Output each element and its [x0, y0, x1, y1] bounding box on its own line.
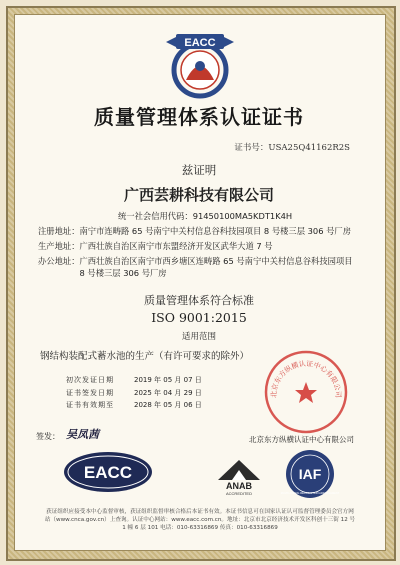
- certify-heading: 兹证明: [181, 163, 217, 177]
- signature: 吴凤茜: [66, 428, 99, 441]
- field-production-address: [38, 241, 358, 253]
- date-value: 2019 年 05 月 07 日: [134, 376, 202, 384]
- anab-logo-sub: ACCREDITED: [225, 491, 253, 496]
- date-issued: [66, 387, 246, 400]
- field-label: 注册地址：: [38, 226, 80, 236]
- issuer-name: 北京东方纵横认证中心有限公司: [249, 435, 354, 444]
- field-registered-address: [38, 226, 358, 238]
- field-value: 91450100MA5KDT1K4H: [192, 211, 293, 221]
- eacc-logo-text: EACC: [83, 463, 133, 482]
- certificate-title: 质量管理体系认证证书: [94, 105, 304, 129]
- company-name: 广西芸耕科技有限公司: [123, 186, 274, 204]
- eacc-logo-icon: [62, 450, 154, 494]
- official-seal-icon: [262, 348, 350, 436]
- standard-code: ISO 9001:2015: [151, 310, 247, 325]
- field-credit-code: [118, 211, 358, 223]
- date-initial: [66, 374, 246, 387]
- field-label: 统一社会信用代码：: [118, 211, 193, 221]
- certificate-number: [234, 141, 350, 153]
- iaf-logo-icon: [278, 448, 342, 500]
- field-value: 广西壮族自治区南宁市西乡塘区连畴路 65 号南宁中关村信息谷科技园项目 8 号楼三层 306 号厂房: [79, 256, 353, 278]
- field-value: 广西壮族自治区南宁市东盟经济开发区武华大道 7 号: [79, 241, 273, 251]
- field-value: 南宁市连畴路 65 号南宁中关村信息谷科技园项目 8 号楼三层 306 号厂房: [79, 226, 352, 236]
- emblem-logo-text: EACC: [184, 37, 216, 49]
- date-label: 初次发证日期: [66, 376, 114, 384]
- eacc-emblem-icon: [152, 32, 248, 100]
- anab-logo-icon: [208, 456, 270, 496]
- iaf-logo-sub: MULTILATERAL RECOGNITION ARRANGEMENT: [280, 492, 340, 495]
- iaf-logo-text: IAF: [298, 466, 322, 482]
- standard-label: 质量管理体系符合标准: [144, 294, 254, 307]
- date-label: 证书有效期至: [66, 401, 114, 409]
- date-expiry: [66, 399, 246, 412]
- anab-logo-text: ANAB: [226, 481, 252, 491]
- date-value: 2025 年 04 月 29 日: [134, 388, 202, 397]
- field-office-address: [38, 256, 358, 279]
- scope-text: 钢结构装配式蓄水池的生产（有许可要求的除外）: [40, 351, 250, 362]
- seal-text: 北京东方纵横认证中心有限公司: [269, 359, 343, 399]
- date-label: 证书签发日期: [66, 388, 114, 397]
- field-label: 办公地址：: [38, 256, 80, 266]
- field-label: 生产地址：: [38, 241, 80, 251]
- footer-notes: 获证组织应接受本中心监督审核，获证组织监督审核合格后本证书有效。本证书信息可在国家认证认可监督管理委员会官方网站（www.cnca.gov.cn）上查询。认证中心网站：www.eacc.com.cn。地址：北京市北京经济技术开发区科创十三街 12 号 1 幢 6 层 101 电话：010-63316869 传真：010-63316869: [44, 509, 356, 531]
- sign-label: 签发：: [36, 432, 60, 441]
- scope-label: 适用范围: [181, 332, 216, 342]
- date-value: 2028 年 05 月 06 日: [134, 401, 202, 409]
- cert-no-label: 证书号：: [234, 143, 269, 153]
- date-list: [66, 374, 246, 412]
- cert-no-value: USA25Q41162R2S: [268, 143, 350, 153]
